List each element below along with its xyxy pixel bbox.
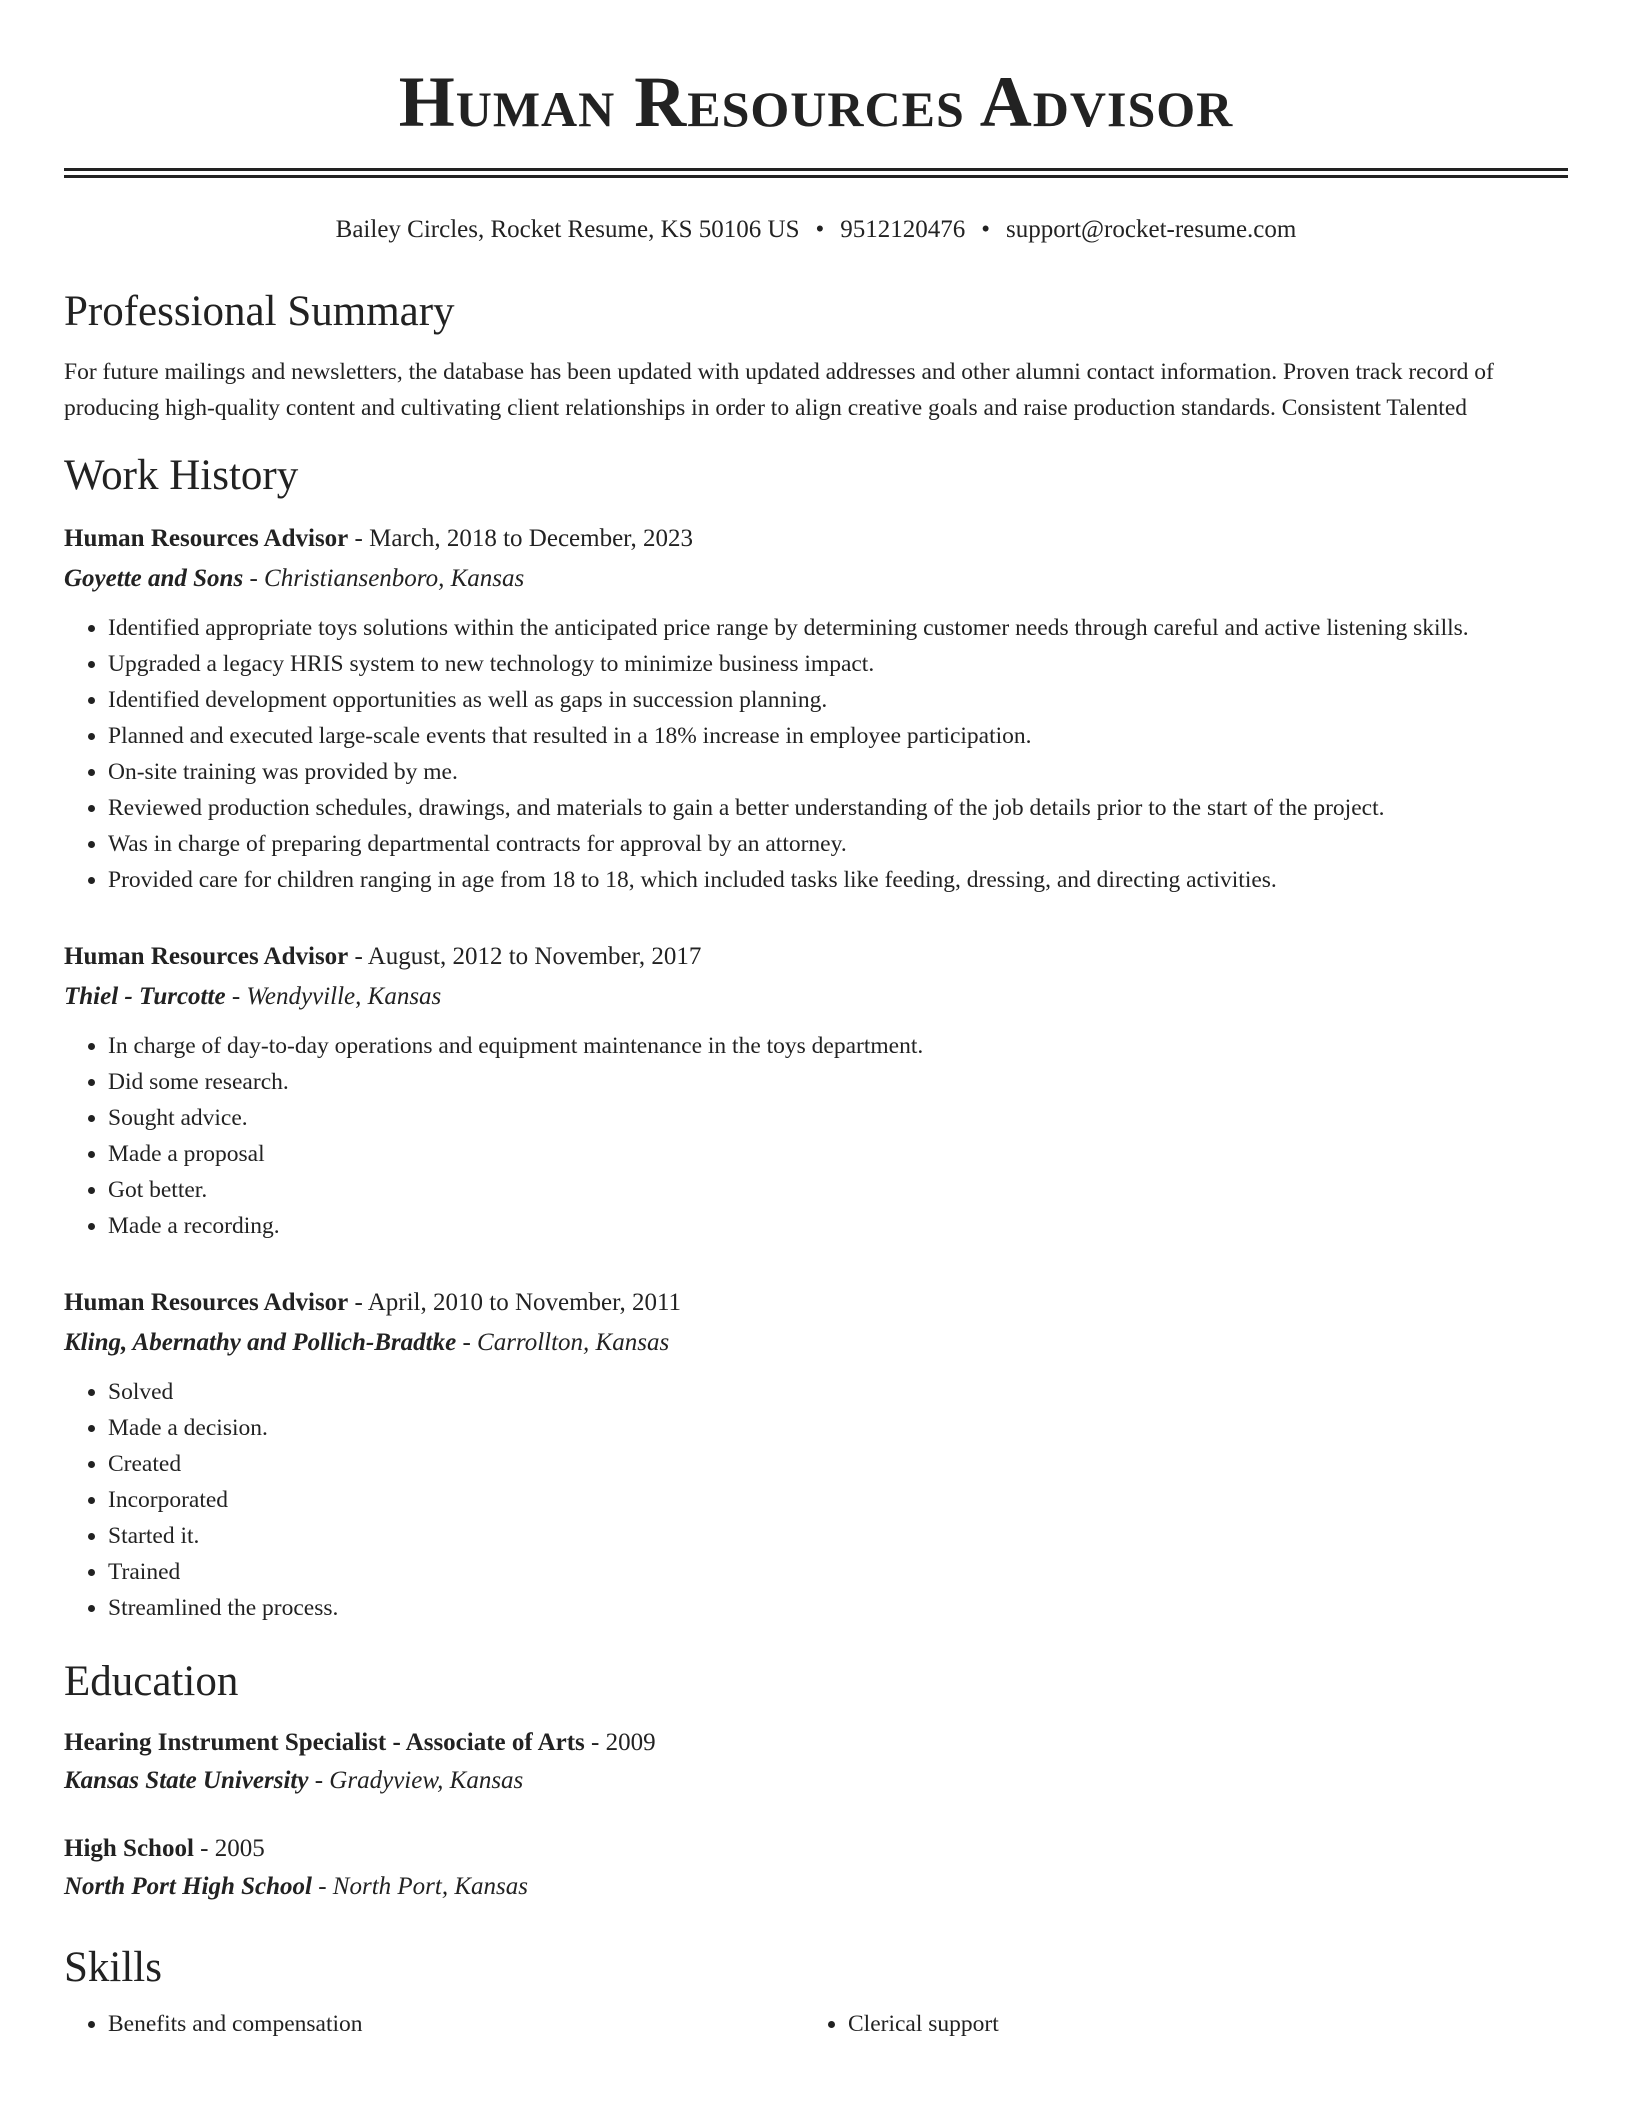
education-location: - North Port, Kansas	[311, 1873, 528, 1900]
education-degree-line	[64, 1832, 1568, 1866]
job-title-line	[64, 940, 1568, 974]
list-item: • Upgraded a legacy HRIS system to new technology to minimize business impact.	[108, 646, 1568, 682]
job-entry	[64, 940, 1568, 1244]
job-role: Human Resources Advisor	[64, 1289, 349, 1316]
list-item: • Identified development opportunities as well as gaps in succession planning.	[108, 682, 1568, 718]
job-dates: - March, 2018 to December, 2023	[348, 525, 694, 552]
education-entry	[64, 1726, 1568, 1798]
list-item: • Reviewed production schedules, drawings, and materials to gain a better understanding of the job details prior to the start of the project.	[108, 790, 1568, 826]
contact-address: Bailey Circles, Rocket Resume, KS 50106 US	[335, 216, 800, 243]
education-location: - Gradyview, Kansas	[308, 1767, 524, 1794]
list-item: • Incorporated	[108, 1482, 1568, 1518]
job-location: - Wendyville, Kansas	[225, 983, 442, 1010]
skills-column-left	[64, 2006, 804, 2042]
skills-grid	[64, 2006, 1568, 2042]
job-dates: - April, 2010 to November, 2011	[348, 1289, 682, 1316]
job-company: Thiel - Turcotte	[64, 983, 226, 1010]
education-degree: High School	[64, 1835, 194, 1862]
list-item: • On-site training was provided by me.	[108, 754, 1568, 790]
job-entry	[64, 1286, 1568, 1626]
contact-separator: •	[981, 216, 991, 243]
education-entry	[64, 1832, 1568, 1904]
work-history-heading: Work History	[64, 452, 299, 499]
education-year: - 2005	[193, 1835, 265, 1862]
job-title-line	[64, 1286, 1568, 1320]
job-dates: - August, 2012 to November, 2017	[348, 943, 702, 970]
list-item: • Planned and executed large-scale events that resulted in a 18% increase in employee participation.	[108, 718, 1568, 754]
skill-item: • Clerical support	[848, 2006, 1544, 2042]
contact-separator: •	[815, 216, 825, 243]
job-bullets	[64, 1374, 1568, 1626]
education-heading: Education	[64, 1658, 239, 1705]
job-role: Human Resources Advisor	[64, 525, 349, 552]
list-item: • Started it.	[108, 1518, 1568, 1554]
skills-heading: Skills	[64, 1944, 162, 1991]
education-degree-line	[64, 1726, 1568, 1760]
list-item: • Streamlined the process.	[108, 1590, 1568, 1626]
job-location: - Christiansenboro, Kansas	[243, 565, 525, 592]
list-item: • Made a recording.	[108, 1208, 1568, 1244]
list-item: • Did some research.	[108, 1064, 1568, 1100]
education-year: - 2009	[584, 1729, 656, 1756]
skill-item: • Benefits and compensation	[108, 2006, 804, 2042]
education-school: North Port High School	[64, 1873, 312, 1900]
candidate-name: Human Resources Advisor	[398, 62, 1234, 142]
job-title-line	[64, 522, 1568, 556]
list-item: • Solved	[108, 1374, 1568, 1410]
list-item: • Created	[108, 1446, 1568, 1482]
contact-email: support@rocket-resume.com	[1006, 216, 1297, 243]
contact-line	[64, 214, 1568, 246]
list-item: • Sought advice.	[108, 1100, 1568, 1136]
job-role: Human Resources Advisor	[64, 943, 349, 970]
list-item: • Trained	[108, 1554, 1568, 1590]
education-school-line	[64, 1764, 1568, 1798]
list-item: • Identified appropriate toys solutions within the anticipated price range by determining customer needs through careful and active listening skills.	[108, 610, 1568, 646]
education-degree: Hearing Instrument Specialist - Associate of Arts	[64, 1729, 585, 1756]
list-item: • Provided care for children ranging in age from 18 to 18, which included tasks like feeding, dressing, and directing activities.	[108, 862, 1568, 898]
summary-heading: Professional Summary	[64, 288, 455, 335]
job-company-line	[64, 980, 1568, 1014]
list-item: • Made a proposal	[108, 1136, 1568, 1172]
list-item: • Was in charge of preparing departmental contracts for approval by an attorney.	[108, 826, 1568, 862]
job-location: - Carrollton, Kansas	[456, 1329, 670, 1356]
list-item: • Made a decision.	[108, 1410, 1568, 1446]
job-entry	[64, 522, 1568, 898]
header-double-rule	[64, 168, 1568, 178]
summary-text: For future mailings and newsletters, the database has been updated with updated addresses and other alumni contact information. Proven track record of producing high-quality content and cultivating client relationships in order to align creative goals and raise production standards. Consistent Talented	[64, 359, 1494, 421]
job-company-line	[64, 1326, 1568, 1360]
job-company-line	[64, 562, 1568, 596]
job-bullets	[64, 1028, 1568, 1244]
skills-column-right	[804, 2006, 1544, 2042]
job-bullets	[64, 610, 1568, 898]
list-item: • Got better.	[108, 1172, 1568, 1208]
list-item: • In charge of day-to-day operations and equipment maintenance in the toys department.	[108, 1028, 1568, 1064]
resume-page	[64, 0, 1568, 2042]
job-company: Kling, Abernathy and Pollich-Bradtke	[64, 1329, 457, 1356]
education-school-line	[64, 1870, 1568, 1904]
job-company: Goyette and Sons	[64, 565, 244, 592]
education-school: Kansas State University	[64, 1767, 309, 1794]
contact-phone: 9512120476	[840, 216, 966, 243]
